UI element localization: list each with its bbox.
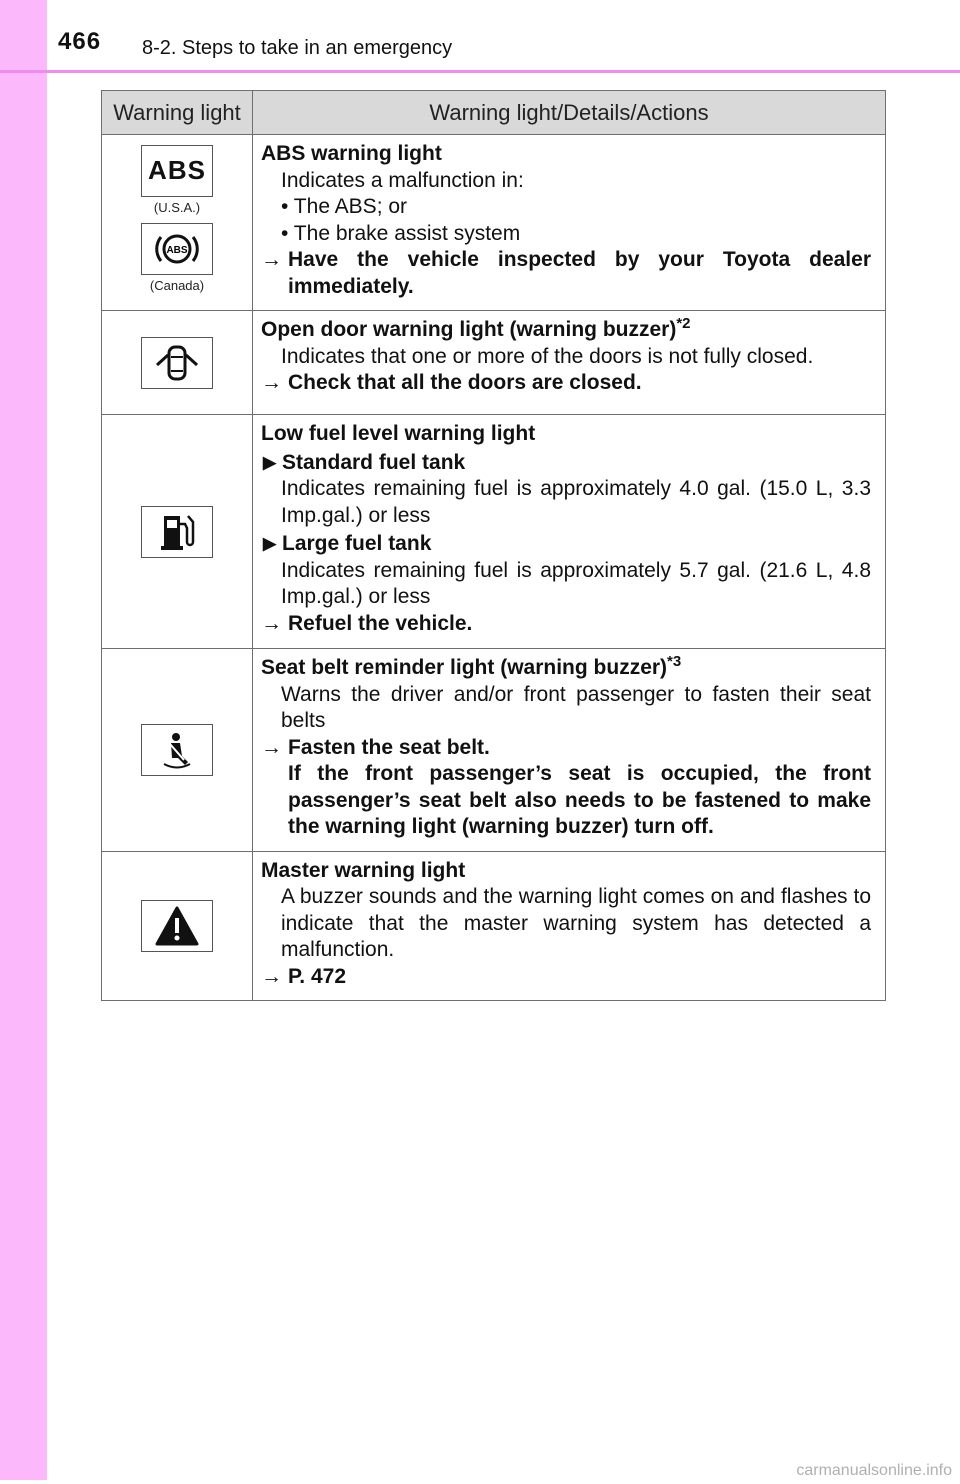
row-action: → Check that all the doors are closed.: [261, 370, 871, 397]
row-text: A buzzer sounds and the warning light comes on and flashes to indicate that the master warning system has detected a malfunction.: [281, 885, 871, 961]
subsection-heading: ▶ Large fuel tank: [261, 531, 871, 558]
section-title: 8-2. Steps to take in an emergency: [142, 37, 453, 59]
row-action: → Have the vehicle inspected by your Toyota dealer immediately.: [261, 248, 871, 298]
icon-caption: (Canada): [149, 277, 205, 293]
row-text: Indicates remaining fuel is approximately 5.7 gal. (21.6 L, 4.8 Imp.gal.) or less: [281, 558, 871, 608]
details-cell: [253, 135, 886, 311]
row-title: Master warning light: [261, 858, 466, 882]
table-row: [102, 135, 886, 311]
svg-text:ABS: ABS: [166, 244, 188, 256]
row-action: → Fasten the seat belt.: [261, 735, 871, 762]
open-door-icon: [141, 337, 213, 389]
arrow-icon: →: [261, 248, 282, 271]
arrow-icon: →: [261, 611, 282, 635]
warning-light-table: [101, 90, 886, 1001]
seat-belt-icon: [141, 724, 213, 776]
master-warning-icon: [141, 900, 213, 952]
details-cell: [253, 649, 886, 852]
page-number: 466: [58, 28, 102, 55]
table-row: [102, 311, 886, 415]
row-title: Open door warning light (warning buzzer)$^{*2}$: [261, 315, 691, 341]
row-text: Indicates that one or more of the doors is not fully closed.: [281, 344, 814, 368]
table-row: [102, 649, 886, 852]
row-text: Indicates a malfunction in:: [281, 168, 524, 192]
bullet-item: • The ABS; or: [281, 195, 408, 218]
subsection-heading: ▶ Standard fuel tank: [261, 450, 871, 477]
arrow-icon: →: [261, 964, 282, 988]
details-cell: [253, 311, 886, 415]
fuel-pump-icon: [141, 506, 213, 558]
table-header-row: [102, 91, 886, 135]
icon-caption: (U.S.A.): [153, 199, 201, 215]
header-details: Warning light/Details/Actions: [253, 91, 886, 135]
page-reference-link[interactable]: P. 472: [288, 964, 347, 988]
details-cell: [253, 851, 886, 1001]
header-rule: [0, 70, 960, 73]
row-action: [261, 964, 871, 991]
triangle-bullet-icon: ▶: [263, 534, 277, 553]
details-cell: [253, 415, 886, 649]
icon-cell: [102, 311, 253, 415]
arrow-icon: →: [261, 735, 282, 759]
page-side-tab: [0, 0, 47, 1480]
row-text: Indicates remaining fuel is approximately 4.0 gal. (15.0 L, 3.3 Imp.gal.) or less: [281, 477, 871, 527]
icon-cell: [102, 415, 253, 649]
row-title: Low fuel level warning light: [261, 422, 536, 445]
icon-cell: [102, 649, 253, 852]
arrow-icon: →: [261, 371, 282, 394]
bullet-item: • The brake assist system: [281, 221, 521, 245]
row-action: → Refuel the vehicle.: [261, 611, 871, 638]
abs-warning-icon: ABS: [141, 145, 213, 197]
abs-circle-warning-icon: [141, 223, 213, 275]
row-title: ABS warning light: [261, 142, 442, 165]
header-warning-light: Warning light: [102, 91, 253, 135]
triangle-bullet-icon: ▶: [263, 452, 277, 472]
row-text: Warns the driver and/or front passenger to fasten their seat belts: [281, 682, 871, 732]
table-row: [102, 851, 886, 1001]
icon-cell: [102, 851, 253, 1001]
row-title: Seat belt reminder light (warning buzzer)$^{*3}$: [261, 653, 682, 679]
row-action-detail: If the front passenger’s seat is occupied, the front passenger’s seat belt also needs to be fastened to make the warning light (warning buzzer) turn off.: [288, 762, 871, 838]
icon-cell: [102, 135, 253, 311]
table-row: [102, 415, 886, 649]
watermark: carmanualsonline.info: [796, 1462, 952, 1479]
